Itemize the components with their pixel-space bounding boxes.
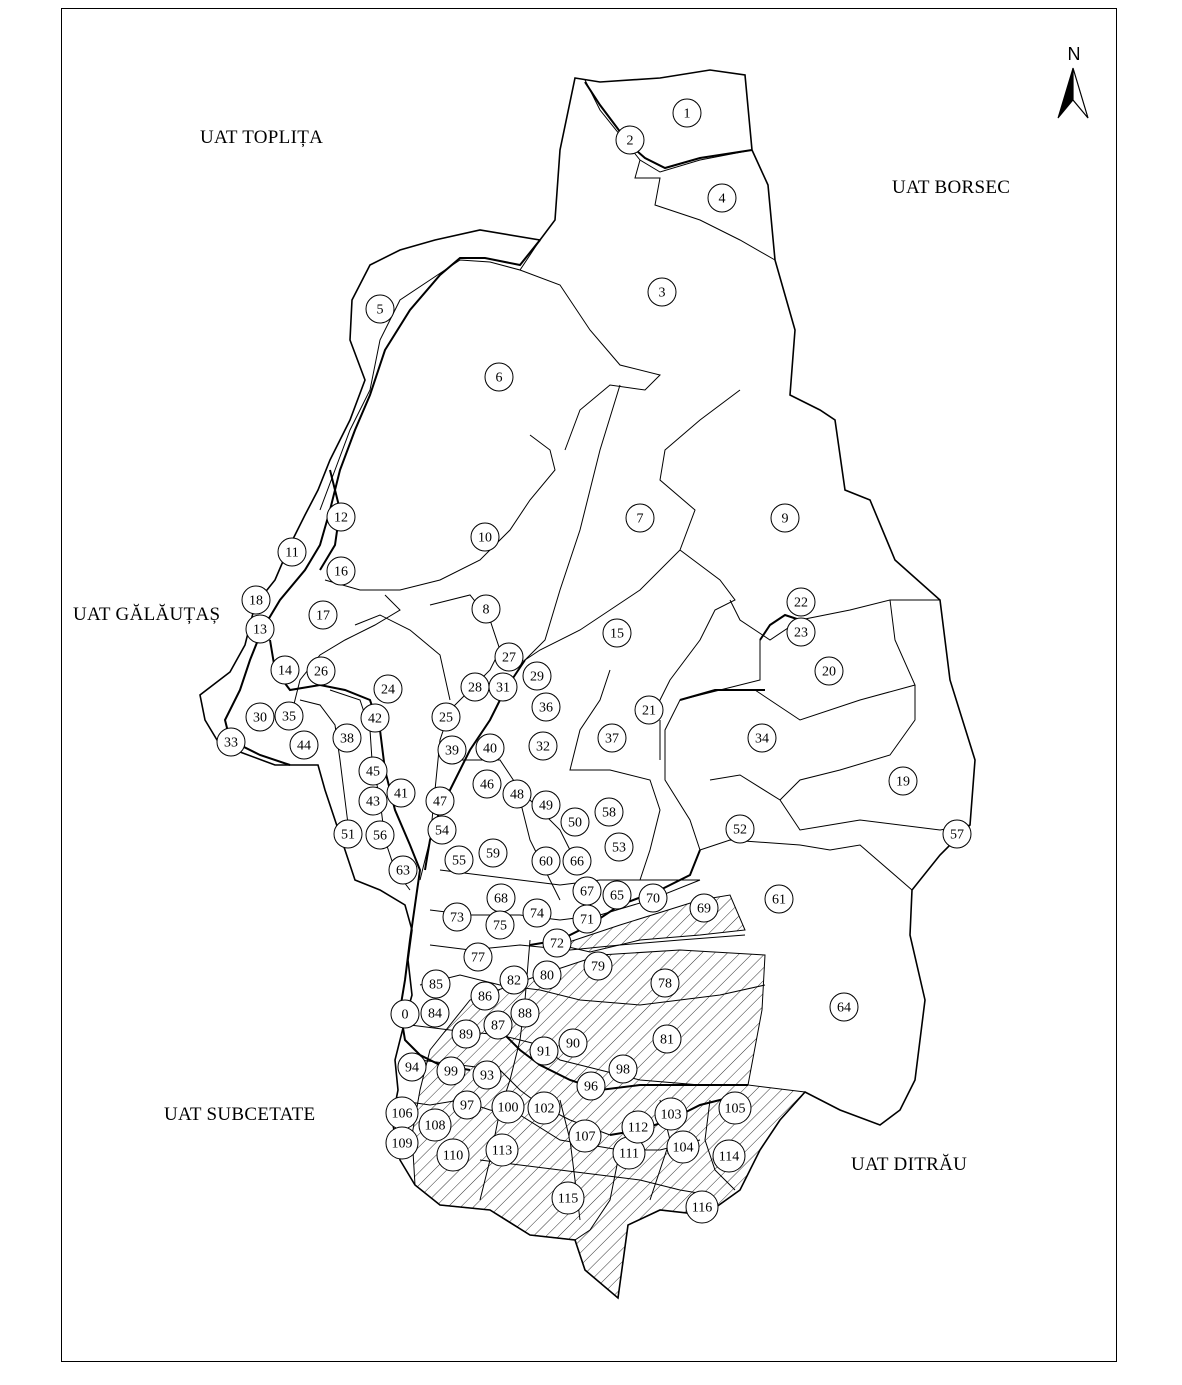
parcel-marker-72 [543, 929, 571, 957]
parcel-marker-77 [464, 943, 492, 971]
parcel-number: 46 [480, 777, 494, 793]
parcel-number: 27 [502, 650, 516, 666]
parcel-marker-108 [419, 1109, 451, 1141]
parcel-marker-36 [532, 693, 560, 721]
parcel-number: 66 [570, 854, 584, 870]
parcel-marker-18 [242, 586, 270, 614]
parcel-number: 20 [822, 664, 836, 680]
parcel-marker-110 [437, 1139, 469, 1171]
parcel-marker-115 [552, 1182, 584, 1214]
parcel-marker-0 [391, 1000, 419, 1028]
parcel-marker-69 [690, 894, 718, 922]
parcel-marker-56 [366, 821, 394, 849]
parcel-number: 47 [433, 794, 447, 810]
parcel-number: 94 [405, 1060, 419, 1076]
parcel-number: 71 [580, 912, 594, 928]
parcel-number: 57 [950, 827, 964, 843]
parcel-marker-3 [648, 278, 676, 306]
parcel-number: 16 [334, 564, 348, 580]
parcel-marker-6 [485, 363, 513, 391]
parcel-number: 29 [530, 669, 544, 685]
parcel-number: 70 [646, 891, 660, 907]
parcel-number: 40 [483, 741, 497, 757]
parcel-marker-28 [461, 673, 489, 701]
parcel-marker-38 [333, 724, 361, 752]
parcel-number: 113 [491, 1143, 513, 1159]
parcel-number: 3 [658, 285, 666, 301]
parcel-marker-16 [327, 557, 355, 585]
parcel-marker-74 [523, 899, 551, 927]
parcel-marker-53 [605, 833, 633, 861]
parcel-number: 43 [366, 794, 380, 810]
parcel-number: 28 [468, 680, 482, 696]
parcel-number: 2 [626, 133, 634, 149]
parcel-number: 0 [401, 1007, 409, 1023]
parcel-marker-44 [290, 731, 318, 759]
parcel-number: 55 [452, 853, 466, 869]
parcel-marker-11 [278, 538, 306, 566]
parcel-number: 82 [507, 973, 521, 989]
parcel-marker-99 [437, 1057, 465, 1085]
parcel-marker-7 [626, 504, 654, 532]
parcel-marker-98 [609, 1055, 637, 1083]
parcel-number: 78 [658, 976, 672, 992]
parcel-marker-21 [635, 696, 663, 724]
parcel-number: 6 [495, 370, 503, 386]
parcel-marker-15 [603, 619, 631, 647]
parcel-marker-89 [452, 1020, 480, 1048]
parcel-number: 8 [482, 602, 490, 618]
parcel-number: 34 [755, 731, 769, 747]
parcel-marker-73 [443, 903, 471, 931]
parcel-marker-102 [528, 1092, 560, 1124]
parcel-marker-48 [503, 780, 531, 808]
parcel-number: 108 [424, 1118, 446, 1134]
parcel-marker-2 [616, 126, 644, 154]
parcel-marker-78 [651, 969, 679, 997]
parcel-marker-54 [428, 816, 456, 844]
parcel-marker-30 [246, 703, 274, 731]
parcel-number: 51 [341, 827, 355, 843]
parcel-number: 17 [316, 608, 330, 624]
parcel-number: 89 [459, 1027, 473, 1043]
parcel-marker-91 [530, 1037, 558, 1065]
parcel-number: 7 [636, 511, 644, 527]
parcel-number: 74 [530, 906, 544, 922]
north-arrow-icon [1058, 44, 1088, 118]
parcel-marker-14 [271, 656, 299, 684]
parcel-number: 21 [642, 703, 656, 719]
parcel-number: 13 [253, 622, 267, 638]
parcel-number: 26 [314, 664, 328, 680]
parcel-marker-25 [432, 703, 460, 731]
parcel-number: 91 [537, 1044, 551, 1060]
parcel-number: 88 [518, 1006, 532, 1022]
parcel-number: 9 [781, 511, 789, 527]
parcel-marker-60 [532, 847, 560, 875]
parcel-marker-66 [563, 847, 591, 875]
parcel-marker-8 [472, 595, 500, 623]
parcel-number: 48 [510, 787, 524, 803]
parcel-number: 112 [627, 1120, 649, 1136]
parcel-marker-29 [523, 662, 551, 690]
parcel-marker-87 [484, 1011, 512, 1039]
parcel-number: 12 [334, 510, 348, 526]
parcel-number: 65 [610, 888, 624, 904]
parcel-number: 35 [282, 709, 296, 725]
parcel-marker-70 [639, 884, 667, 912]
parcel-marker-52 [726, 815, 754, 843]
parcel-number: 4 [718, 191, 726, 207]
parcel-number: 64 [837, 1000, 851, 1016]
parcel-marker-107 [569, 1120, 601, 1152]
parcel-number: 56 [373, 828, 387, 844]
parcel-number: 73 [450, 910, 464, 926]
neighbor-label-toplita: UAT TOPLIȚA [200, 127, 324, 148]
parcel-marker-59 [479, 839, 507, 867]
parcel-number: 24 [381, 682, 395, 698]
parcel-number: 109 [391, 1136, 413, 1152]
parcel-number: 52 [733, 822, 747, 838]
parcel-marker-65 [603, 881, 631, 909]
parcel-number: 115 [557, 1191, 579, 1207]
parcel-number: 25 [439, 710, 453, 726]
parcel-marker-45 [359, 757, 387, 785]
parcel-marker-93 [473, 1061, 501, 1089]
parcel-marker-63 [389, 856, 417, 884]
parcel-number: 54 [435, 823, 449, 839]
parcel-number: 44 [297, 738, 311, 754]
parcel-number: 79 [591, 959, 605, 975]
parcel-number: 32 [536, 739, 550, 755]
parcel-marker-67 [573, 877, 601, 905]
parcel-number: 1 [683, 106, 691, 122]
parcel-number: 59 [486, 846, 500, 862]
parcel-marker-32 [529, 732, 557, 760]
parcel-marker-68 [487, 884, 515, 912]
parcel-marker-27 [495, 643, 523, 671]
parcel-number: 53 [612, 840, 626, 856]
parcel-number: 106 [391, 1106, 413, 1122]
parcel-marker-47 [426, 787, 454, 815]
parcel-marker-37 [598, 724, 626, 752]
parcel-number: 10 [478, 530, 492, 546]
parcel-number: 22 [794, 595, 808, 611]
parcel-marker-112 [622, 1111, 654, 1143]
parcel-number: 87 [491, 1018, 505, 1034]
parcel-number: 36 [539, 700, 553, 716]
parcel-marker-43 [359, 787, 387, 815]
parcel-number: 5 [376, 302, 384, 318]
parcel-marker-13 [246, 615, 274, 643]
parcel-marker-12 [327, 503, 355, 531]
parcel-number: 107 [574, 1129, 596, 1145]
parcel-number: 42 [368, 711, 382, 727]
parcel-marker-106 [386, 1097, 418, 1129]
parcel-number: 38 [340, 731, 354, 747]
parcel-marker-50 [561, 808, 589, 836]
parcel-number: 58 [602, 805, 616, 821]
parcel-marker-88 [511, 999, 539, 1027]
parcel-number: 11 [285, 545, 299, 561]
parcel-marker-10 [471, 523, 499, 551]
parcel-marker-103 [655, 1098, 687, 1130]
parcel-number: 18 [249, 593, 263, 609]
parcel-marker-42 [361, 704, 389, 732]
parcel-marker-86 [471, 982, 499, 1010]
parcel-number: 31 [496, 680, 510, 696]
parcel-number: 96 [584, 1079, 598, 1095]
parcel-number: 90 [566, 1036, 580, 1052]
parcel-number: 72 [550, 936, 564, 952]
parcel-marker-96 [577, 1072, 605, 1100]
neighbor-label-ditrau: UAT DITRĂU [851, 1154, 968, 1175]
parcel-marker-105 [719, 1092, 751, 1124]
parcel-number: 98 [616, 1062, 630, 1078]
parcel-number: 61 [772, 892, 786, 908]
parcel-number: 99 [444, 1064, 458, 1080]
parcel-number: 50 [568, 815, 582, 831]
parcel-marker-24 [374, 675, 402, 703]
parcel-number: 97 [460, 1098, 474, 1114]
parcel-number: 81 [660, 1032, 674, 1048]
parcel-marker-90 [559, 1029, 587, 1057]
parcel-marker-94 [398, 1053, 426, 1081]
parcel-marker-85 [422, 970, 450, 998]
parcel-number: 37 [605, 731, 619, 747]
parcel-number: 104 [672, 1140, 694, 1156]
parcel-number: 41 [394, 786, 408, 802]
parcel-marker-97 [453, 1091, 481, 1119]
parcel-marker-5 [366, 295, 394, 323]
parcel-number: 45 [366, 764, 380, 780]
parcel-number: 77 [471, 950, 485, 966]
parcel-marker-113 [486, 1134, 518, 1166]
parcel-number: 19 [896, 774, 910, 790]
parcel-marker-55 [445, 846, 473, 874]
parcel-number: 15 [610, 626, 624, 642]
parcel-marker-33 [217, 728, 245, 756]
parcel-marker-82 [500, 966, 528, 994]
parcel-number: 86 [478, 989, 492, 1005]
parcel-marker-75 [486, 911, 514, 939]
parcel-marker-57 [943, 820, 971, 848]
parcel-marker-19 [889, 767, 917, 795]
parcel-number: 84 [428, 1006, 442, 1022]
parcel-marker-80 [533, 961, 561, 989]
parcel-number: 111 [619, 1146, 639, 1162]
parcel-number: 116 [691, 1200, 713, 1216]
parcel-marker-17 [309, 601, 337, 629]
parcel-number: 80 [540, 968, 554, 984]
north-label: N [1067, 44, 1081, 64]
parcel-marker-34 [748, 724, 776, 752]
parcel-number: 60 [539, 854, 553, 870]
parcel-number: 75 [493, 918, 507, 934]
neighbor-label-subcetate: UAT SUBCETATE [164, 1104, 316, 1125]
parcel-marker-26 [307, 657, 335, 685]
parcel-marker-61 [765, 885, 793, 913]
parcel-marker-39 [438, 736, 466, 764]
parcel-marker-114 [713, 1140, 745, 1172]
parcel-number: 102 [533, 1101, 555, 1117]
parcel-marker-1 [673, 99, 701, 127]
parcel-number: 33 [224, 735, 238, 751]
parcel-marker-81 [653, 1025, 681, 1053]
parcel-number: 39 [445, 743, 459, 759]
parcel-number: 23 [794, 625, 808, 641]
parcel-marker-116 [686, 1191, 718, 1223]
parcel-number: 114 [718, 1149, 740, 1165]
neighbor-label-galautas: UAT GĂLĂUȚAȘ [73, 604, 221, 625]
parcel-number: 110 [442, 1148, 464, 1164]
parcel-marker-40 [476, 734, 504, 762]
parcel-marker-35 [275, 702, 303, 730]
parcel-marker-79 [584, 952, 612, 980]
parcel-marker-49 [532, 791, 560, 819]
parcel-number: 100 [497, 1100, 519, 1116]
neighbor-label-borsec: UAT BORSEC [892, 177, 1011, 198]
parcel-number: 103 [660, 1107, 682, 1123]
parcel-marker-20 [815, 657, 843, 685]
parcel-marker-58 [595, 798, 623, 826]
parcel-marker-31 [489, 673, 517, 701]
parcel-marker-22 [787, 588, 815, 616]
parcel-number: 14 [278, 663, 292, 679]
parcel-number: 105 [724, 1101, 746, 1117]
parcel-marker-84 [421, 999, 449, 1027]
parcel-number: 63 [396, 863, 410, 879]
parcel-marker-104 [667, 1131, 699, 1163]
parcel-number: 69 [697, 901, 711, 917]
parcel-number: 68 [494, 891, 508, 907]
parcel-marker-51 [334, 820, 362, 848]
parcel-marker-9 [771, 504, 799, 532]
parcel-marker-109 [386, 1127, 418, 1159]
parcel-number: 67 [580, 884, 594, 900]
parcel-number: 49 [539, 798, 553, 814]
parcel-marker-64 [830, 993, 858, 1021]
parcel-number: 30 [253, 710, 267, 726]
parcel-marker-71 [573, 905, 601, 933]
parcel-marker-100 [492, 1091, 524, 1123]
parcel-number: 93 [480, 1068, 494, 1084]
parcel-number: 85 [429, 977, 443, 993]
parcel-marker-23 [787, 618, 815, 646]
parcel-marker-41 [387, 779, 415, 807]
parcel-marker-4 [708, 184, 736, 212]
parcel-marker-46 [473, 770, 501, 798]
